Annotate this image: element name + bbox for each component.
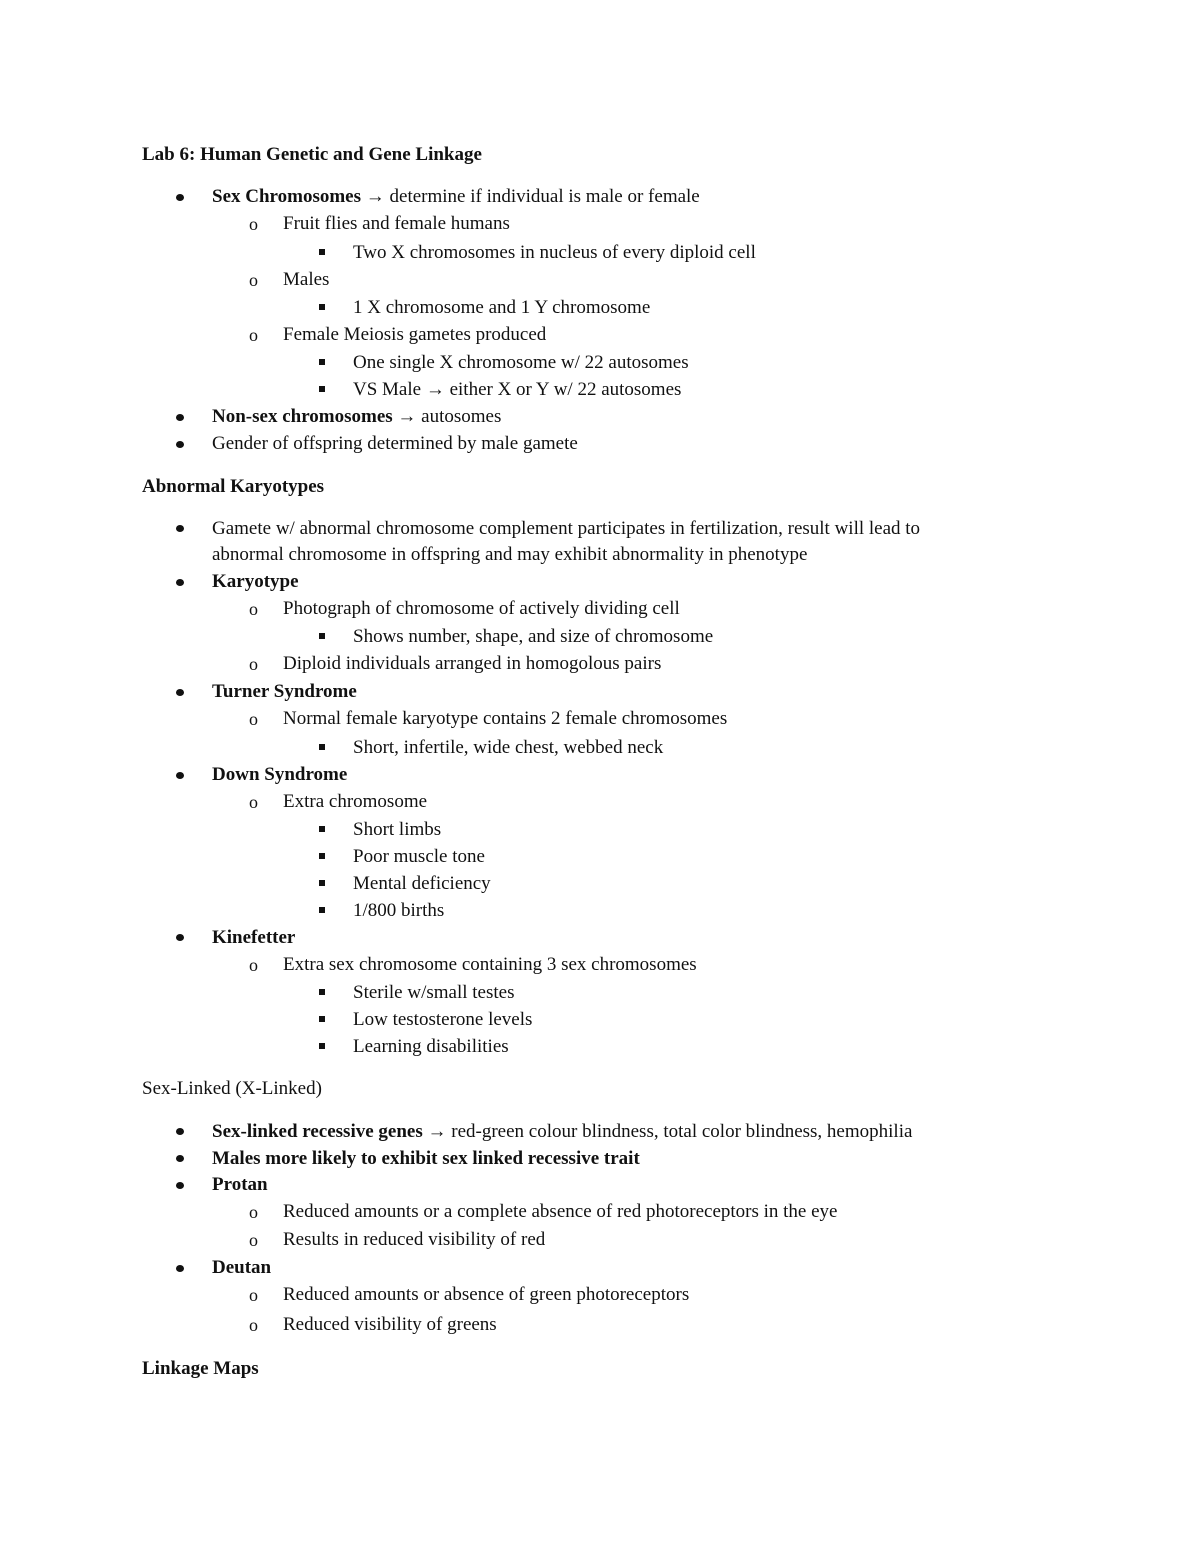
bullet-circle: o xyxy=(249,214,258,234)
bullet-circle: o xyxy=(249,599,258,619)
bullet-circle: o xyxy=(249,792,258,812)
list-item: Reduced amounts or a complete absence of red photoreceptors in the eye xyxy=(283,1201,838,1222)
bullet-square xyxy=(319,304,325,310)
bullet-circle: o xyxy=(249,1230,258,1250)
list-item: Extra sex chromosome containing 3 sex chromosomes xyxy=(283,954,697,975)
page-title: Lab 6: Human Genetic and Gene Linkage xyxy=(142,144,482,165)
list-item: 1/800 births xyxy=(353,900,445,921)
bullet-circle: o xyxy=(249,325,258,345)
list-item: Female Meiosis gametes produced xyxy=(283,324,547,345)
section-heading: Linkage Maps xyxy=(142,1358,259,1379)
list-item: Turner Syndrome xyxy=(212,681,357,702)
section-heading: Abnormal Karyotypes xyxy=(142,476,325,497)
list-item: Gamete w/ abnormal chromosome complement participates in fertilization, result will lead to xyxy=(212,518,921,539)
list-item: Fruit flies and female humans xyxy=(283,213,510,234)
list-item: Kinefetter xyxy=(212,927,296,948)
bullet-circle: o xyxy=(249,270,258,290)
list-item: VS Male → either X or Y w/ 22 autosomes xyxy=(353,379,682,400)
bullet-square xyxy=(319,386,325,392)
list-item: Down Syndrome xyxy=(212,764,348,785)
bullet-dot xyxy=(176,579,184,586)
bullet-circle: o xyxy=(249,709,258,729)
arrow-icon: → xyxy=(427,1121,447,1142)
list-item: Sex Chromosomes → determine if individual is male or female xyxy=(212,186,700,207)
list-item: Mental deficiency xyxy=(353,873,491,894)
bullet-dot xyxy=(176,194,184,201)
bullet-circle: o xyxy=(249,955,258,975)
bullet-circle: o xyxy=(249,1202,258,1222)
bullet-dot xyxy=(176,441,184,448)
list-item: One single X chromosome w/ 22 autosomes xyxy=(353,352,689,373)
bullet-circle: o xyxy=(249,1285,258,1305)
bullet-dot xyxy=(176,1128,184,1135)
bullet-square xyxy=(319,249,325,255)
list-item: Males more likely to exhibit sex linked recessive trait xyxy=(212,1148,640,1169)
list-item: Normal female karyotype contains 2 female chromosomes xyxy=(283,708,728,729)
arrow-icon: → xyxy=(397,406,417,427)
bullet-dot xyxy=(176,689,184,696)
bullet-square xyxy=(319,880,325,886)
bullet-dot xyxy=(176,1155,184,1162)
list-item: Shows number, shape, and size of chromosome xyxy=(353,626,714,647)
bullet-square xyxy=(319,989,325,995)
list-item: Short, infertile, wide chest, webbed neck xyxy=(353,737,664,758)
bullet-square xyxy=(319,1016,325,1022)
bullet-circle: o xyxy=(249,1315,258,1335)
list-item: Sex-linked recessive genes → red-green colour blindness, total color blindness, hemophilia xyxy=(212,1121,913,1142)
bullet-square xyxy=(319,744,325,750)
list-item: Males xyxy=(283,269,330,290)
list-item: Photograph of chromosome of actively dividing cell xyxy=(283,598,680,619)
arrow-icon: → xyxy=(425,379,445,400)
list-item: Short limbs xyxy=(353,819,442,840)
section-heading: Sex-Linked (X-Linked) xyxy=(142,1078,322,1099)
bullet-square xyxy=(319,1043,325,1049)
bullet-square xyxy=(319,633,325,639)
list-item: Reduced visibility of greens xyxy=(283,1314,497,1335)
bullet-dot xyxy=(176,1265,184,1272)
list-item: Two X chromosomes in nucleus of every diploid cell xyxy=(353,242,756,263)
bullet-dot xyxy=(176,525,184,532)
list-item: Reduced amounts or absence of green photoreceptors xyxy=(283,1284,690,1305)
list-item: Karyotype xyxy=(212,571,299,592)
list-item: Low testosterone levels xyxy=(353,1009,533,1030)
list-item: 1 X chromosome and 1 Y chromosome xyxy=(353,297,651,318)
list-item: Gender of offspring determined by male gamete xyxy=(212,433,578,454)
bullet-square xyxy=(319,853,325,859)
bullet-dot xyxy=(176,1182,184,1189)
list-item: Diploid individuals arranged in homogolous pairs xyxy=(283,653,662,674)
list-item: Protan xyxy=(212,1174,268,1195)
list-item: Non-sex chromosomes → autosomes xyxy=(212,406,502,427)
bullet-square xyxy=(319,359,325,365)
list-item: Learning disabilities xyxy=(353,1036,509,1057)
list-item-continuation: abnormal chromosome in offspring and may exhibit abnormality in phenotype xyxy=(212,544,808,565)
list-item: Results in reduced visibility of red xyxy=(283,1229,546,1250)
bullet-dot xyxy=(176,414,184,421)
list-item: Extra chromosome xyxy=(283,791,428,812)
list-item: Deutan xyxy=(212,1257,272,1278)
list-item: Sterile w/small testes xyxy=(353,982,515,1003)
bullet-dot xyxy=(176,934,184,941)
bullet-square xyxy=(319,907,325,913)
bullet-circle: o xyxy=(249,654,258,674)
list-item: Poor muscle tone xyxy=(353,846,485,867)
bullet-dot xyxy=(176,772,184,779)
arrow-icon: → xyxy=(365,186,385,207)
bullet-square xyxy=(319,826,325,832)
